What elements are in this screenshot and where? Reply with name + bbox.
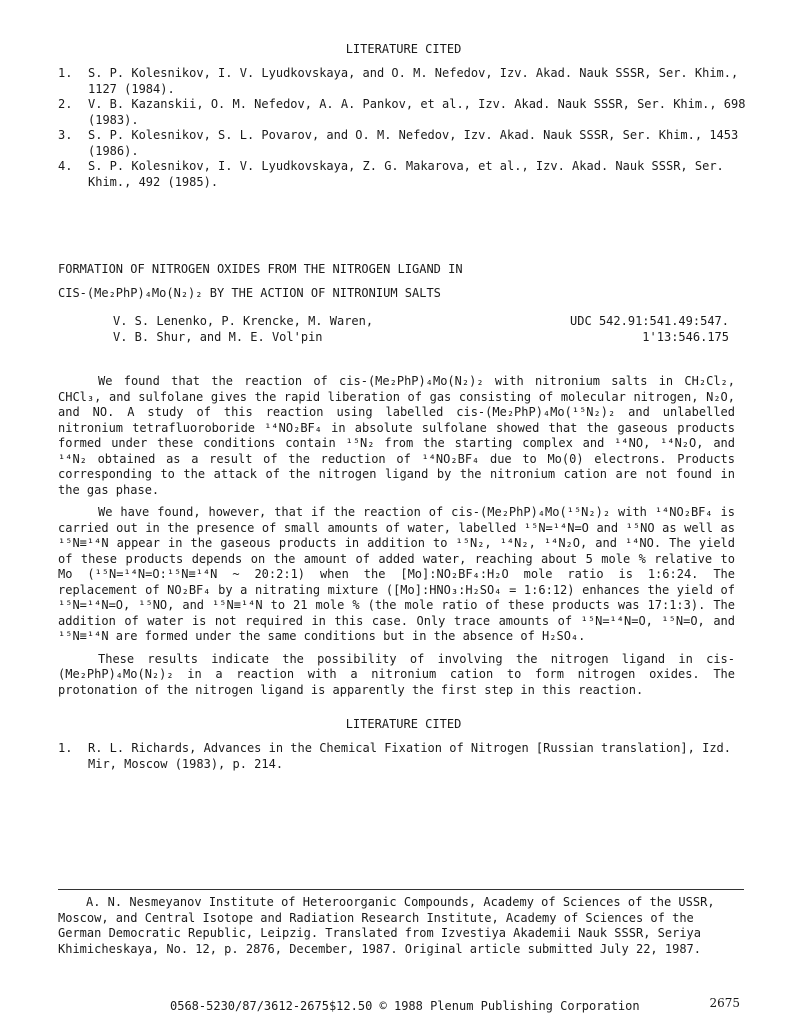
article-body [58,374,735,705]
body-paragraph: We have found, however, that if the reaction of cis-(Me₂PhP)₄Mo(¹⁵N₂)₂ with ¹⁴NO₂BF₄ is carried out in the presence of small amounts of water, labelled ¹⁵N=¹⁴N=O and ¹⁵NO as well as ¹⁵N≡¹⁴N appear in the gaseous products in addition to ¹⁵N₂, ¹⁴N₂, ¹⁴N₂O, and ¹⁴NO. The yield of these products depends on the amount of added water, reaching about 5 mole % relative to Mo (¹⁵N=¹⁴N=O:¹⁵N≡¹⁴N ~ 20:2:1) when the [Mo]:NO₂BF₄:H₂O mole ratio is 1:6:24. The replacement of NO₂BF₄ by a nitrating mixture ([Mo]:HNO₃:H₂SO₄ = 1:6:12) enhances the yield of ¹⁵N=¹⁴N=O, ¹⁵NO, and ¹⁵N≡¹⁴N to 21 mole % (the mole ratio of these products was 17:1:3). The addition of water is not required in this case. Only trace amounts of ¹⁵N=¹⁴N=O, ¹⁵N=O, and ¹⁵N≡¹⁴N are formed under the same conditions but in the absence of H₂SO₄. [58,505,735,643]
reference-item [58,66,748,97]
authors-line-1: V. S. Lenenko, P. Krencke, M. Waren, [113,314,374,328]
reference-list [58,66,748,190]
reference-item [58,97,748,128]
reference-list [58,741,748,772]
reference-text: V. B. Kazanskii, O. M. Nefedov, A. A. Pankov, et al., Izv. Akad. Nauk SSSR, Ser. Khim., 698 (1983). [88,97,746,127]
reference-item [58,741,748,772]
reference-text: S. P. Kolesnikov, I. V. Lyudkovskaya, and O. M. Nefedov, Izv. Akad. Nauk SSSR, Ser. Khim., 1127 (1984). [88,66,739,96]
authors-line-2: V. B. Shur, and M. E. Vol'pin [113,330,323,344]
udc-code-line-1: UDC 542.91:541.49:547. [570,314,729,328]
reference-text: S. P. Kolesnikov, S. L. Povarov, and O. M. Nefedov, Izv. Akad. Nauk SSSR, Ser. Khim., 1453 (1986). [88,128,739,158]
reference-number: 4. [58,159,73,173]
literature-cited-heading: LITERATURE CITED [345,717,462,731]
page-number: 2675 [709,996,740,1010]
footnote-divider [58,889,744,890]
reference-number: 3. [58,128,73,142]
body-paragraph: We found that the reaction of cis-(Me₂PhP)₄Mo(N₂)₂ with nitronium salts in CH₂Cl₂, CHCl₃, and sulfolane gives the rapid liberation of gas consisting of molecular nitrogen, N₂O, and NO. A study of this reaction using labelled cis-(Me₂PhP)₄Mo(¹⁵N₂)₂ and unlabelled nitronium tetrafluoroboride ¹⁴NO₂BF₄ in absolute sulfolane showed that the gaseous products formed under these conditions contain ¹⁵N₂ from the starting complex and ¹⁴NO, ¹⁴N₂O, and ¹⁴N₂ obtained as a result of the reduction of ¹⁴NO₂BF₄ due to Mo(0) electrons. Products corresponding to the attack of the nitrogen ligand by the nitronium cation are not found in the gas phase. [58,374,735,497]
reference-number: 1. [58,741,73,755]
copyright-line: 0568-5230/87/3612-2675$12.50 © 1988 Plenum Publishing Corporation [170,999,640,1013]
udc-code-line-2: 1'13:546.175 [642,330,729,344]
affiliation-footnote [58,895,738,957]
article-title-line-2: CIS-(Me₂PhP)₄Mo(N₂)₂ BY THE ACTION OF NITRONIUM SALTS [58,286,441,300]
footnote-text: A. N. Nesmeyanov Institute of Heteroorganic Compounds, Academy of Sciences of the USSR, Moscow, and Central Isotope and Radiation Research Institute, Academy of Sciences of the German Democratic Republic, Leipzig. Translated from Izvestiya Akademii Nauk SSSR, Seriya Khimicheskaya, No. 12, p. 2876, December, 1987. Original article submitted July 22, 1987. [58,895,715,956]
reference-text: S. P. Kolesnikov, I. V. Lyudkovskaya, Z. G. Makarova, et al., Izv. Akad. Nauk SSSR, Ser. Khim., 492 (1985). [88,159,724,189]
reference-item [58,159,748,190]
reference-number: 2. [58,97,73,111]
reference-text: R. L. Richards, Advances in the Chemical Fixation of Nitrogen [Russian translation], Izd. Mir, Moscow (1983), p. 214. [88,741,731,771]
reference-item [58,128,748,159]
article-title-line-1: FORMATION OF NITROGEN OXIDES FROM THE NITROGEN LIGAND IN [58,262,463,276]
reference-number: 1. [58,66,73,80]
literature-cited-heading: LITERATURE CITED [345,42,462,56]
body-paragraph: These results indicate the possibility of involving the nitrogen ligand in cis-(Me₂PhP)₄Mo(N₂)₂ in a reaction with a nitronium cation to form nitrogen oxides. The protonation of the nitrogen ligand is apparently the first step in this reaction. [58,651,735,697]
